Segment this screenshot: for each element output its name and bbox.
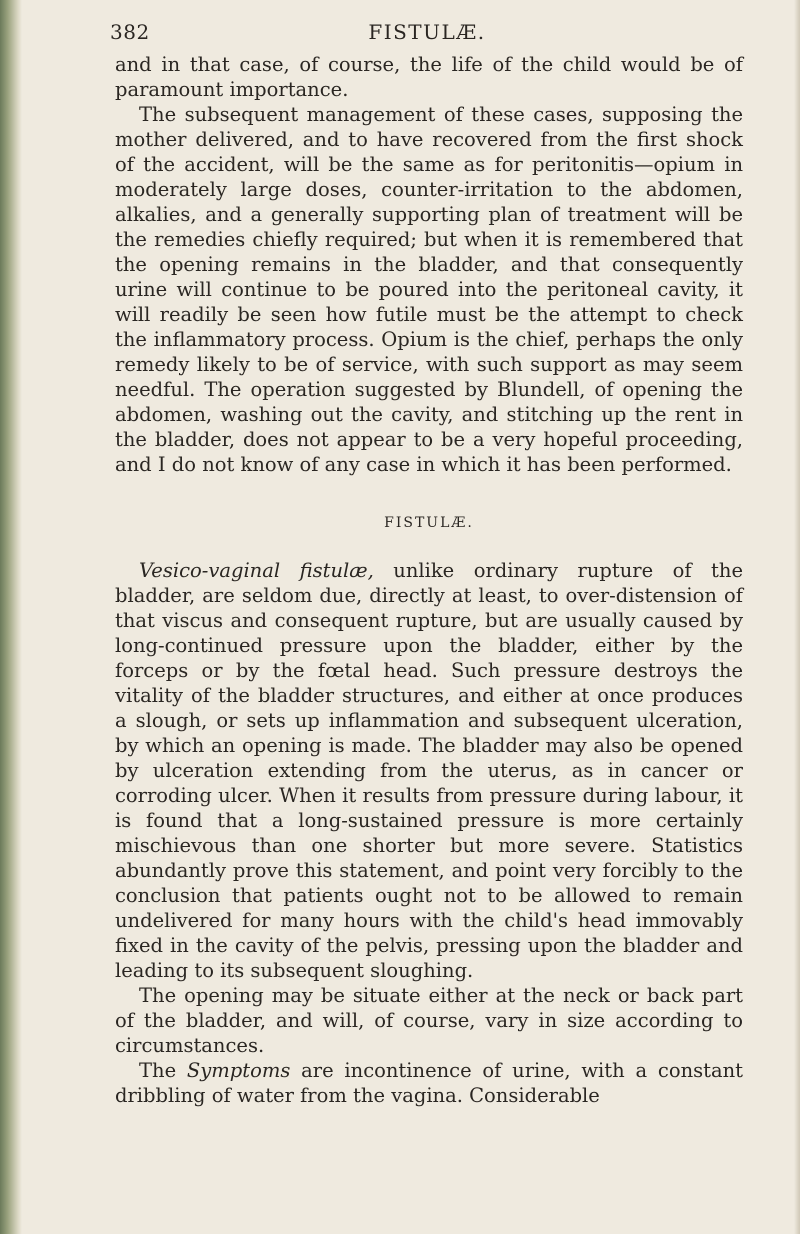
italic-term: Symptoms — [186, 1059, 291, 1082]
paragraph-symptoms — [115, 1058, 743, 1108]
section-heading: FISTULÆ. — [384, 515, 474, 531]
paragraph-opening: The opening may be situate either at the neck or back part of the bladder, and will, of course, vary in size according to circumstances. — [115, 984, 743, 1057]
paragraph-vesico-vaginal — [115, 558, 743, 983]
page-number: 382 — [110, 20, 150, 44]
page-header — [110, 20, 744, 50]
page-body — [115, 52, 743, 1108]
italic-term: Vesico-vaginal fistulæ, — [139, 559, 374, 582]
paragraph-lead: The — [139, 1059, 187, 1082]
book-spine-edge — [0, 0, 22, 1234]
paragraph-management: The subsequent management of these cases, supposing the mother delivered, and to have recovered from the first shock of the accident, will be the same as for peritonitis—opium in moderately large doses, counter-irritation to the abdomen, alkalies, and a generally supporting plan of treatment will be the remedies chiefly required; but when it is remembered that the opening remains in the bladder, and that consequently urine will continue to be poured into the peritoneal cavity, it will readily be seen how futile must be the attempt to check the inflammatory process. Opium is the chief, perhaps the only remedy likely to be of service, with such support as may seem needful. The operation suggested by Blundell, of opening the abdomen, washing out the cavity, and stitching up the rent in the bladder, does not appear to be a very hopeful proceeding, and I do not know of any case in which it has been performed. — [115, 103, 743, 476]
page-right-edge — [794, 0, 800, 1234]
running-head: FISTULÆ. — [368, 20, 486, 44]
paragraph-text: are incontinence of urine, with a constant dribbling of water from the vagina. Considerable — [115, 1059, 743, 1107]
paragraph-continuation: and in that case, of course, the life of the child would be of paramount importance. — [115, 53, 743, 101]
paragraph-text: unlike ordinary rupture of the bladder, are seldom due, directly at least, to over-distension of that viscus and consequent rupture, but are usually caused by long-continued pressure upon the bladder, either by the forceps or by the fœtal head. Such pressure destroys the vitality of the bladder structures, and either at once produces a slough, or sets up inflammation and subsequent ulceration, by which an opening is made. The bladder may also be opened by ulceration extending from the uterus, as in cancer or corroding ulcer. When it results from pressure during labour, it is found that a long-sustained pressure is more certainly mischievous than one shorter but more severe. Statistics abundantly prove this statement, and point very forcibly to the conclusion that patients ought not to be allowed to remain undelivered for many hours with the child's head immovably fixed in the cavity of the pelvis, pressing upon the bladder and leading to its subsequent sloughing. — [115, 559, 743, 982]
